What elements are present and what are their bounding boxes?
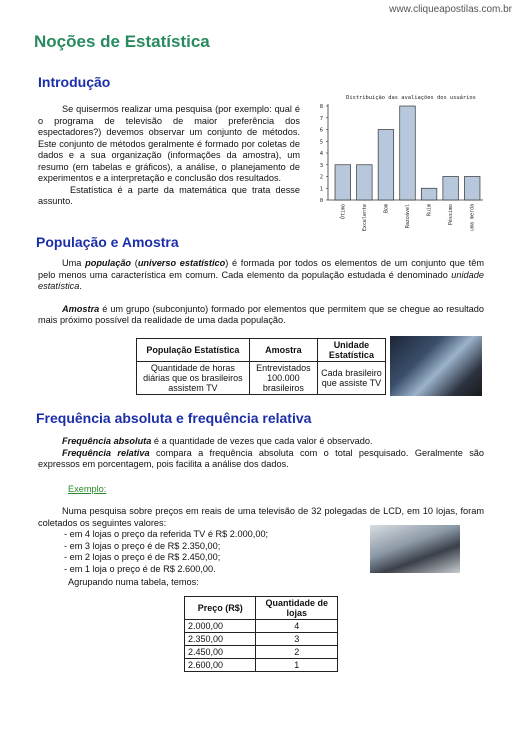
frequency-heading: Frequência absoluta e frequência relativa [36, 410, 312, 426]
pop-text-e: ) é formada por todos os elementos de um conjunto que têm pelo menos uma característica em comum. Cada elemento da população estudada é denominado [38, 258, 484, 280]
chart-y-tick-label: 8 [319, 104, 323, 110]
chart-category-label: Péssimo [448, 204, 455, 226]
term-amostra: Amostra [62, 303, 100, 314]
chart-bar [421, 188, 437, 200]
chart-y-tick-label: 5 [319, 139, 323, 146]
population-text [38, 258, 484, 327]
price-cell: 2.000,00 [185, 620, 256, 633]
chart-bars [335, 106, 480, 200]
pop-table-header: População Estatística [137, 339, 250, 362]
chart-y-tick-label: 0 [319, 198, 323, 204]
amostra-text: é um grupo (subconjunto) formado por elementos que permitem que se chegue ao resultado mais próximo possível da realidade de uma dada população. [38, 303, 484, 325]
chart-y-tick-label: 3 [319, 162, 323, 169]
chart-category-label: Excelente [361, 204, 368, 232]
chart-category-label: Razoável [405, 204, 411, 229]
chart-y-tick-label: 7 [319, 115, 323, 122]
population-table [136, 338, 386, 395]
chart-category-label: uma merda [469, 204, 476, 232]
chart-category-label: Ruim [426, 204, 433, 217]
price-cell: 2.600,00 [185, 659, 256, 672]
pop-table-cell: Entrevistados 100.000 brasileiros [249, 362, 317, 395]
chart-bar [378, 130, 394, 201]
price-table-header: Quantidade de lojas [256, 597, 338, 620]
tv-audience-photo [390, 336, 482, 396]
chart-y-tick-label: 4 [319, 151, 323, 157]
chart-y-tick-label: 1 [319, 186, 323, 193]
tv-store-photo [370, 525, 460, 573]
price-list-item: - em 2 lojas o preço é de R$ 2.450,00; [64, 552, 221, 562]
chart-bar [464, 177, 480, 201]
population-heading: População e Amostra [36, 234, 179, 250]
ratings-bar-chart [308, 88, 486, 234]
chart-category-label: Ótimo [340, 204, 347, 220]
freq-rel-text: compara a frequência absoluta com o total pesquisado. Geralmente são expressos em porcentagem, pois facilita a análise dos dados. [38, 447, 485, 469]
term-populacao: população [85, 258, 132, 268]
frequency-text [38, 436, 484, 471]
chart-bar [443, 177, 459, 201]
price-list [64, 529, 344, 575]
pop-table-header: Unidade Estatística [317, 339, 385, 362]
price-table-header: Preço (R$) [185, 597, 256, 620]
count-cell: 4 [256, 620, 338, 633]
chart-category-label: Bom [383, 204, 390, 214]
price-list-item: - em 4 lojas o preço da referida TV é R$ 2.000,00; [64, 529, 269, 539]
chart-y-tick-label: 6 [319, 127, 323, 134]
chart-bar [400, 106, 416, 200]
intro-text [38, 104, 300, 208]
term-freq-absoluta: Frequência absoluta [62, 436, 152, 446]
chart-bar [335, 165, 351, 200]
intro-paragraph-2: Estatística é a parte da matemática que trata desse assunto. [38, 184, 300, 206]
chart-title: Distribuição das avaliações dos usuários [346, 95, 476, 101]
price-cell: 2.450,00 [185, 646, 256, 659]
price-list-item: - em 1 loja o preço é de R$ 2.600,00. [64, 563, 216, 574]
grouping-text: Agrupando numa tabela, temos: [68, 577, 199, 587]
chart-labels [339, 204, 475, 231]
pop-text-c: ( [131, 258, 138, 268]
pop-text-a: Uma [62, 258, 86, 268]
chart-y-tick-label: 2 [319, 174, 323, 181]
term-unidade: unidade estatística [38, 269, 484, 291]
price-table [184, 596, 338, 672]
count-cell: 3 [256, 633, 338, 646]
document-title: Noções de Estatística [34, 32, 210, 51]
term-universo: universo estatístico [137, 258, 226, 268]
intro-heading: Introdução [38, 74, 111, 90]
pop-text-g: . [79, 281, 82, 291]
freq-abs-text: é a quantidade de vezes que cada valor é observado. [151, 436, 373, 446]
price-list-item: - em 3 lojas o preço é de R$ 2.350,00; [64, 540, 221, 551]
pop-table-header: Amostra [249, 339, 317, 362]
pop-table-cell: Cada brasileiro que assiste TV [317, 362, 385, 395]
count-cell: 1 [256, 659, 338, 672]
chart-bar [357, 165, 373, 200]
site-url: www.cliqueapostilas.com.br [389, 4, 512, 15]
intro-paragraph-1: Se quisermos realizar uma pesquisa (por exemplo: qual é o programa de televisão de maior preferência dos espectadores?) devemos observar um conjunto de métodos. Este conjunto de métodos geralmente é formado por coletas de dados e a sua organização (informações da amostra), um resumo (em tabelas e gráficos), a análise, o planejamento de experimentos e a interpretação e conclusão dos resultados. [38, 104, 300, 183]
example-paragraph: Numa pesquisa sobre preços em reais de uma televisão de 32 polegadas de LCD, em 10 lojas, foram coletados os seguintes valores: [38, 506, 484, 528]
pop-table-cell: Quantidade de horas diárias que os brasileiros assistem TV [137, 362, 250, 395]
example-label: Exemplo: [68, 484, 107, 494]
term-freq-relativa: Frequência relativa [62, 447, 150, 458]
count-cell: 2 [256, 646, 338, 659]
price-cell: 2.350,00 [185, 633, 256, 646]
